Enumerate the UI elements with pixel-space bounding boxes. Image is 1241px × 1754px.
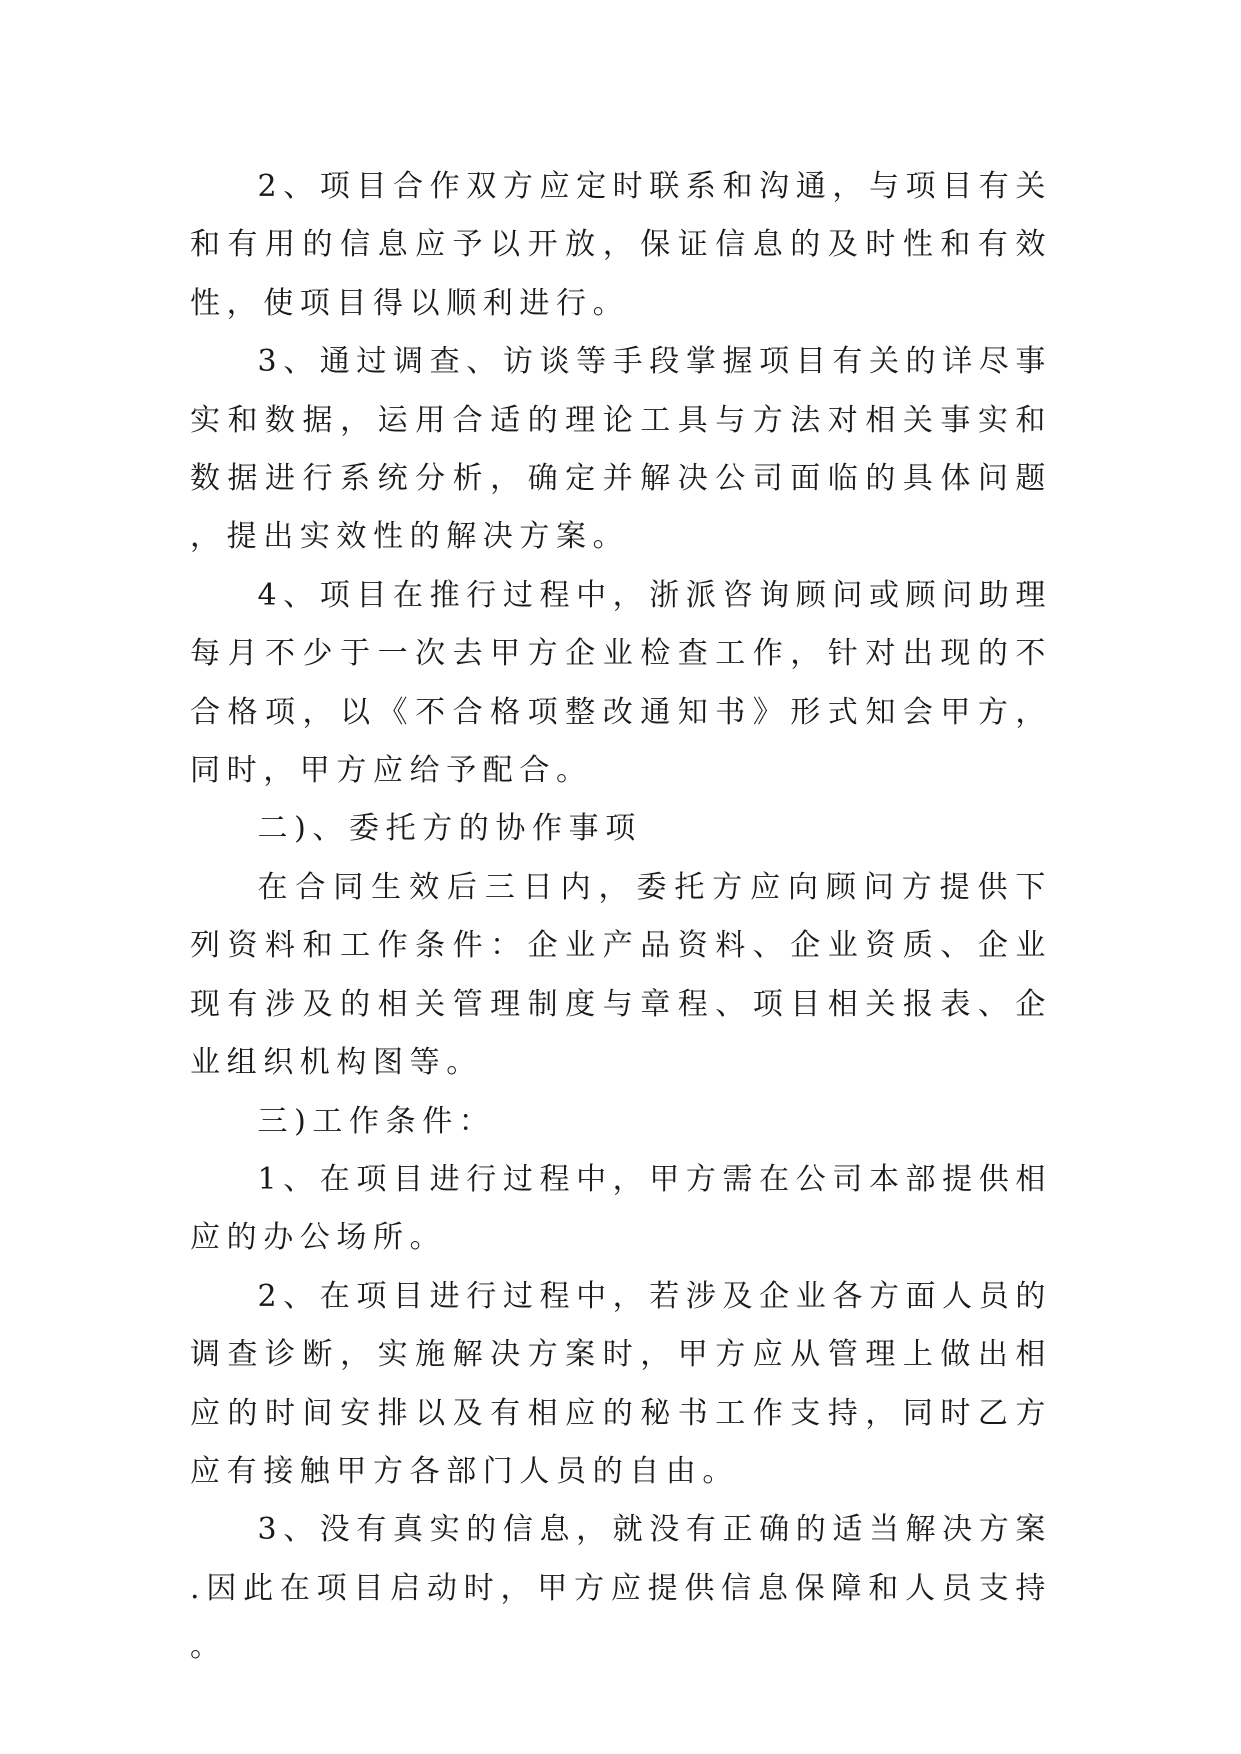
paragraph-project-communication: 2、项目合作双方应定时联系和沟通，与项目有关和有用的信息应予以开放，保证信息的及时性和有效性，使项目得以顺利进行。 <box>190 169 1052 321</box>
section-heading-work-conditions: 三)工作条件： <box>257 1103 496 1139</box>
paragraph-information-support: 3、没有真实的信息，就没有正确的适当解决方案.因此在项目启动时，甲方应提供信息保障和人员支持。 <box>190 1512 1052 1665</box>
section-heading-client-cooperation: 二)、委托方的协作事项 <box>257 811 642 847</box>
document-body <box>190 158 1052 1677</box>
paragraph-survey-analysis: 3、通过调查、访谈等手段掌握项目有关的详尽事实和数据，运用合适的理论工具与方法对相关事实和数据进行系统分析，确定并解决公司面临的具体问题，提出实效性的解决方案。 <box>190 344 1052 555</box>
paragraph-staff-access: 2、在项目进行过程中，若涉及企业各方面人员的调查诊断，实施解决方案时，甲方应从管理上做出相应的时间安排以及有相应的秘书工作支持，同时乙方应有接触甲方各部门人员的自由。 <box>190 1278 1052 1489</box>
paragraph-client-materials: 在合同生效后三日内，委托方应向顾问方提供下列资料和工作条件：企业产品资料、企业资质、企业现有涉及的相关管理制度与章程、项目相关报表、企业组织机构图等。 <box>190 869 1052 1081</box>
paragraph-monthly-inspection: 4、项目在推行过程中，浙派咨询顾问或顾问助理每月不少于一次去甲方企业检查工作，针对出现的不合格项，以《不合格项整改通知书》形式知会甲方，同时，甲方应给予配合。 <box>190 577 1052 789</box>
paragraph-office-space: 1、在项目进行过程中，甲方需在公司本部提供相应的办公场所。 <box>190 1161 1052 1256</box>
